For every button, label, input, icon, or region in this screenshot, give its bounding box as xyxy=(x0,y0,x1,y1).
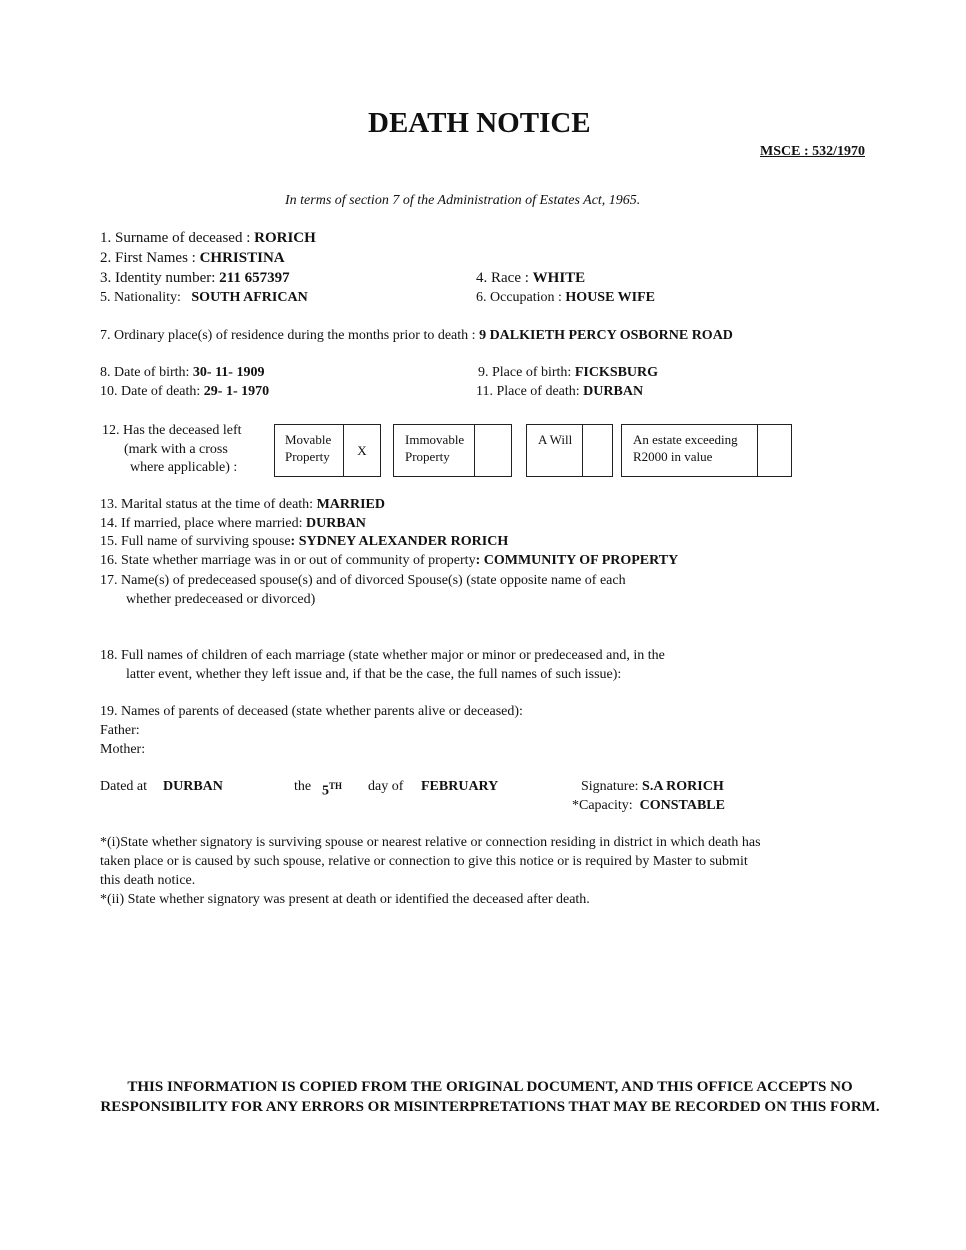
box-label: A Will xyxy=(538,432,573,447)
capacity-value: CONSTABLE xyxy=(639,798,725,813)
field-place-of-birth xyxy=(478,364,658,381)
item18-line2: latter event, whether they left issue and, if that be the case, the full names of such issue): xyxy=(126,667,622,682)
field-first-names xyxy=(100,249,285,267)
dated-month: FEBRUARY xyxy=(421,779,499,794)
dated-the-label: the xyxy=(294,779,312,794)
item17-line1: 17. Name(s) of predeceased spouse(s) and of divorced Spouse(s) (state opposite name of each xyxy=(100,573,626,588)
box-label: R2000 in value xyxy=(633,449,713,464)
field-label: 3. Identity number: xyxy=(100,270,216,286)
field-marital-status xyxy=(100,496,385,513)
estate-box-exceeding xyxy=(621,424,792,477)
field-value: DURBAN xyxy=(306,516,366,531)
box-label: Movable xyxy=(285,432,332,447)
field-label: 14. If married, place where married: xyxy=(100,516,303,531)
field-surname xyxy=(100,229,316,247)
item19-heading: 19. Names of parents of deceased (state whether parents alive or deceased): xyxy=(100,704,523,719)
field-identity xyxy=(100,269,290,287)
field-value: HOUSE WIFE xyxy=(565,290,656,305)
dated-at-label: Dated at xyxy=(100,779,148,794)
field-surviving-spouse: 15. Full name of surviving spouse: SYDNEY ALEXANDER RORICH xyxy=(100,534,509,549)
field-value: RORICH xyxy=(254,230,316,246)
field-value: SOUTH AFRICAN xyxy=(191,290,308,305)
field-marriage-place xyxy=(100,515,366,532)
field-value: DURBAN xyxy=(583,384,644,399)
field-label: 7. Ordinary place(s) of residence during the months prior to death : xyxy=(100,328,476,343)
disclaimer: THIS INFORMATION IS COPIED FROM THE ORIGINAL DOCUMENT, AND THIS OFFICE ACCEPTS NO RESPONSIBILITY FOR ANY ERRORS OR MISINTERPRETATIONS THAT MAY BE RECORDED ON THIS FORM. xyxy=(100,1079,880,1115)
field-label: 10. Date of death: xyxy=(100,384,201,399)
box-label: Property xyxy=(405,449,450,464)
estate-box-immovable xyxy=(393,424,512,477)
father-label: Father: xyxy=(100,723,140,738)
field-value: COMMUNITY OF PROPERTY xyxy=(483,553,679,568)
item12-line2: (mark with a cross xyxy=(124,442,228,457)
field-label: 2. First Names : xyxy=(100,250,196,266)
field-value: CHRISTINA xyxy=(199,250,285,266)
note1-line2: taken place or is caused by such spouse, relative or connection to give this notice or is required by Master to submit xyxy=(100,854,748,869)
estate-box-will xyxy=(526,424,613,477)
field-value: WHITE xyxy=(532,270,586,286)
dated-place: DURBAN xyxy=(163,779,223,794)
dated-day xyxy=(322,778,342,800)
field-label: 9. Place of birth: xyxy=(478,365,572,380)
estate-box-movable xyxy=(274,424,381,477)
signature-value: S.A RORICH xyxy=(642,779,724,794)
field-label: 4. Race : xyxy=(476,270,529,286)
field-place-of-death xyxy=(476,383,643,400)
field-value: 9 DALKIETH PERCY OSBORNE ROAD xyxy=(479,328,733,343)
mark-cell[interactable] xyxy=(582,425,612,476)
field-value: 211 657397 xyxy=(219,270,290,286)
reference-number: MSCE : 532/1970 xyxy=(760,144,865,159)
field-value: SYDNEY ALEXANDER RORICH xyxy=(298,534,509,549)
field-value: 30- 11- 1909 xyxy=(192,365,265,380)
subtitle: In terms of section 7 of the Administration of Estates Act, 1965. xyxy=(285,193,641,208)
mark-cell[interactable]: X xyxy=(343,425,380,476)
field-label: 13. Marital status at the time of death: xyxy=(100,497,314,512)
mother-label: Mother: xyxy=(100,742,146,757)
dated-day-of-label: day of xyxy=(368,779,404,794)
field-label: 1. Surname of deceased : xyxy=(100,230,251,246)
mark-cell[interactable] xyxy=(474,425,511,476)
signature-label: Signature: xyxy=(581,779,639,794)
field-race xyxy=(476,269,585,287)
item17-line2: whether predeceased or divorced) xyxy=(126,592,316,607)
box-label: An estate exceeding xyxy=(633,432,738,447)
note1-line3: this death notice. xyxy=(100,873,196,888)
mark-cell[interactable] xyxy=(757,425,791,476)
item12-line3: where applicable) : xyxy=(130,460,238,475)
field-label: 15. Full name of surviving spouse xyxy=(100,534,291,549)
field-label: 5. Nationality: xyxy=(100,290,181,305)
day-suffix: TH xyxy=(329,781,343,791)
item18-line1: 18. Full names of children of each marriage (state whether major or minor or predeceased and, in the xyxy=(100,648,665,663)
day-number: 5 xyxy=(322,783,329,799)
box-label: Property xyxy=(285,449,330,464)
field-community-property: 16. State whether marriage was in or out of community of property: COMMUNITY OF PROPERTY xyxy=(100,553,679,568)
note1-line1: *(i)State whether signatory is surviving spouse or nearest relative or connection residing in district in which death has xyxy=(100,835,761,850)
capacity-label: *Capacity: xyxy=(572,798,633,813)
field-value: MARRIED xyxy=(316,497,386,512)
field-value: 29- 1- 1970 xyxy=(203,384,270,399)
note2: *(ii) State whether signatory was present at death or identified the deceased after death. xyxy=(100,892,590,907)
item12-line1: 12. Has the deceased left xyxy=(102,423,242,438)
field-value: FICKSBURG xyxy=(574,365,659,380)
signature-row xyxy=(581,778,724,795)
page-title: DEATH NOTICE xyxy=(368,107,591,139)
field-occupation xyxy=(476,289,655,306)
field-label: 6. Occupation : xyxy=(476,290,562,305)
field-date-of-birth xyxy=(100,364,264,381)
capacity-row xyxy=(572,797,725,814)
field-nationality xyxy=(100,289,308,306)
box-label: Immovable xyxy=(405,432,465,447)
field-label: 11. Place of death: xyxy=(476,384,580,399)
field-label: 16. State whether marriage was in or out of community of property xyxy=(100,553,476,568)
field-date-of-death xyxy=(100,383,269,400)
field-residence xyxy=(100,327,733,344)
field-label: 8. Date of birth: xyxy=(100,365,190,380)
